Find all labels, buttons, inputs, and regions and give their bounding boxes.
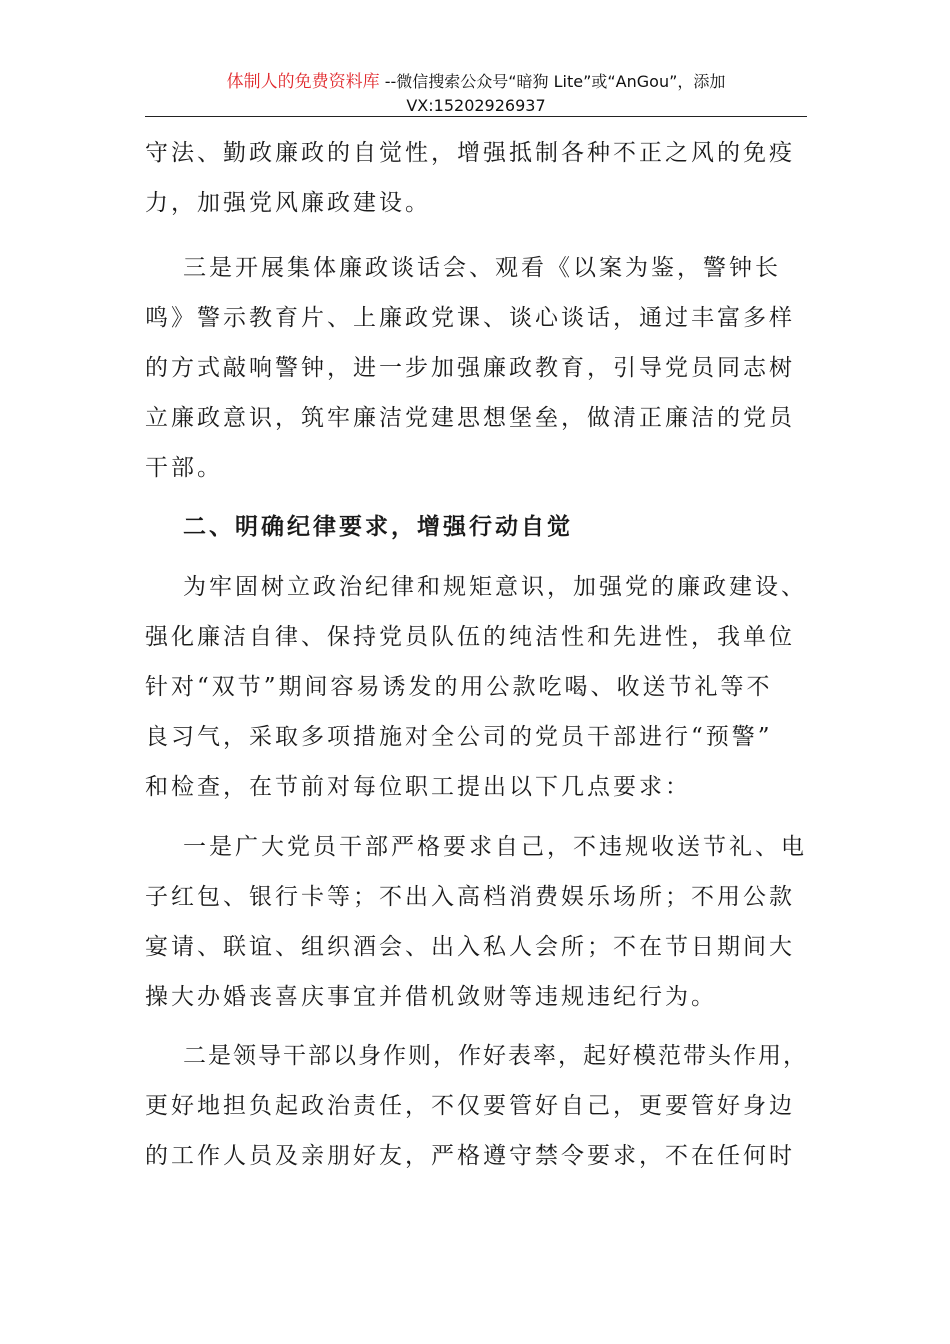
text-line: 鸣》警示教育片、上廉政党课、谈心谈话，通过丰富多样 bbox=[145, 305, 795, 331]
header-notice: --微信搜索公众号“暗狗 Lite”或“AnGou”，添加 bbox=[379, 72, 726, 91]
paragraph-1 bbox=[145, 128, 807, 228]
text-line: 强化廉洁自律、保持党员队伍的纯洁性和先进性，我单位 bbox=[145, 624, 795, 650]
text-line: 操大办婚丧喜庆事宜并借机敛财等违规违纪行为。 bbox=[145, 984, 717, 1010]
text-line: 干部。 bbox=[145, 455, 223, 481]
text-line: 力，加强党风廉政建设。 bbox=[145, 190, 431, 216]
header-brand: 体制人的免费资料库 bbox=[226, 72, 380, 92]
text-line: 守法、勤政廉政的自觉性，增强抵制各种不正之风的免疫 bbox=[145, 140, 795, 166]
text-line: 为牢固树立政治纪律和规矩意识，加强党的廉政建设、 bbox=[183, 574, 807, 600]
paragraph-2 bbox=[145, 243, 807, 493]
text-line: 的方式敲响警钟，进一步加强廉政教育，引导党员同志树 bbox=[145, 355, 795, 381]
text-line: 子红包、银行卡等；不出入高档消费娱乐场所；不用公款 bbox=[145, 884, 795, 910]
paragraph-5 bbox=[145, 1031, 807, 1181]
text-line: 宴请、联谊、组织酒会、出入私人会所；不在节日期间大 bbox=[145, 934, 795, 960]
text-line: 针对“双节”期间容易诱发的用公款吃喝、收送节礼等不 bbox=[145, 674, 773, 700]
watermark-header bbox=[145, 70, 807, 118]
text-line: 更好地担负起政治责任，不仅要管好自己，更要管好身边 bbox=[145, 1093, 795, 1119]
text-line: 立廉政意识，筑牢廉洁党建思想堡垒，做清正廉洁的党员 bbox=[145, 405, 795, 431]
header-divider bbox=[145, 116, 807, 117]
text-line: 良习气，采取多项措施对全公司的党员干部进行“预警” bbox=[145, 724, 773, 750]
text-line: 三是开展集体廉政谈话会、观看《以案为鉴，警钟长 bbox=[183, 255, 781, 281]
text-line: 一是广大党员干部严格要求自己，不违规收送节礼、电 bbox=[183, 834, 807, 860]
text-line: 的工作人员及亲朋好友，严格遵守禁令要求，不在任何时 bbox=[145, 1143, 795, 1169]
section-heading bbox=[145, 502, 807, 552]
paragraph-3 bbox=[145, 562, 807, 812]
header-line-1 bbox=[145, 70, 807, 94]
header-line-2: VX:15202926937 bbox=[406, 96, 546, 115]
paragraph-4 bbox=[145, 822, 807, 1022]
text-line: 和检查，在节前对每位职工提出以下几点要求： bbox=[145, 774, 691, 800]
text-line: 二是领导干部以身作则，作好表率，起好模范带头作用， bbox=[183, 1043, 808, 1069]
heading-2: 二、明确纪律要求，增强行动自觉 bbox=[183, 514, 573, 540]
